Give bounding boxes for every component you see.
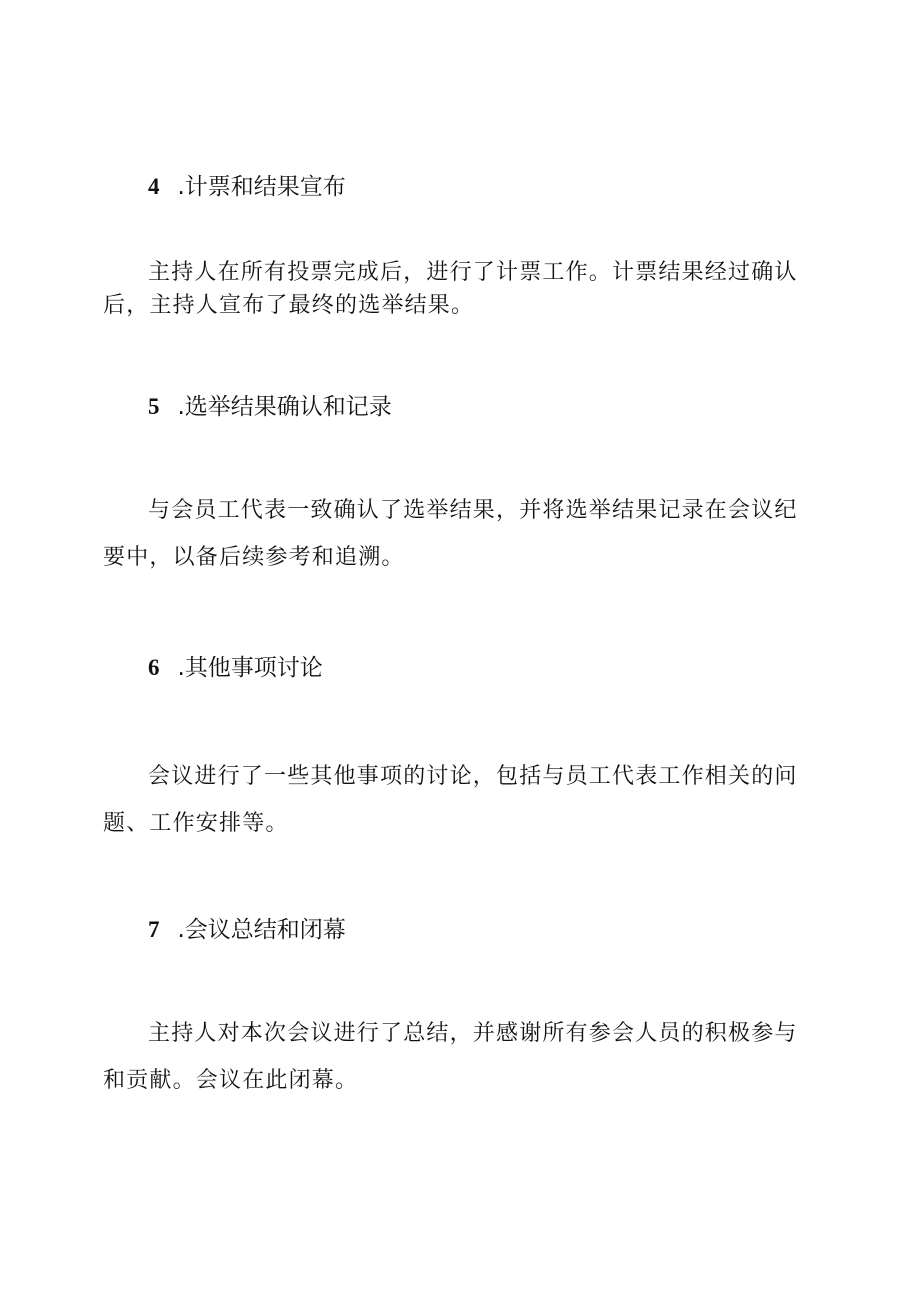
section-title: .会议总结和闭幕: [177, 917, 346, 943]
section-body-5: 与会员工代表一致确认了选举结果，并将选举结果记录在会议纪要中，以备后续参考和追溯。: [103, 498, 798, 570]
section-body-6: 会议进行了一些其他事项的讨论，包括与员工代表工作相关的问题、工作安排等。: [103, 764, 798, 836]
section-title: .计票和结果宣布: [177, 174, 346, 200]
section-body-4: 主持人在所有投票完成后，进行了计票工作。计票结果经过确认后，主持人宣布了最终的选举结果。: [103, 260, 798, 318]
section-heading-4: [148, 172, 346, 202]
section-heading-5: [148, 392, 392, 422]
section-number: 6: [148, 655, 160, 680]
section-title: .选举结果确认和记录: [177, 394, 392, 420]
section-number: 7: [148, 917, 160, 942]
section-number: 5: [148, 394, 160, 419]
section-title: .其他事项讨论: [177, 655, 323, 681]
section-body-7: 主持人对本次会议进行了总结，并感谢所有参会人员的积极参与和贡献。会议在此闭幕。: [103, 1021, 798, 1093]
section-heading-7: [148, 915, 346, 945]
section-number: 4: [148, 174, 160, 199]
section-heading-6: [148, 653, 323, 683]
